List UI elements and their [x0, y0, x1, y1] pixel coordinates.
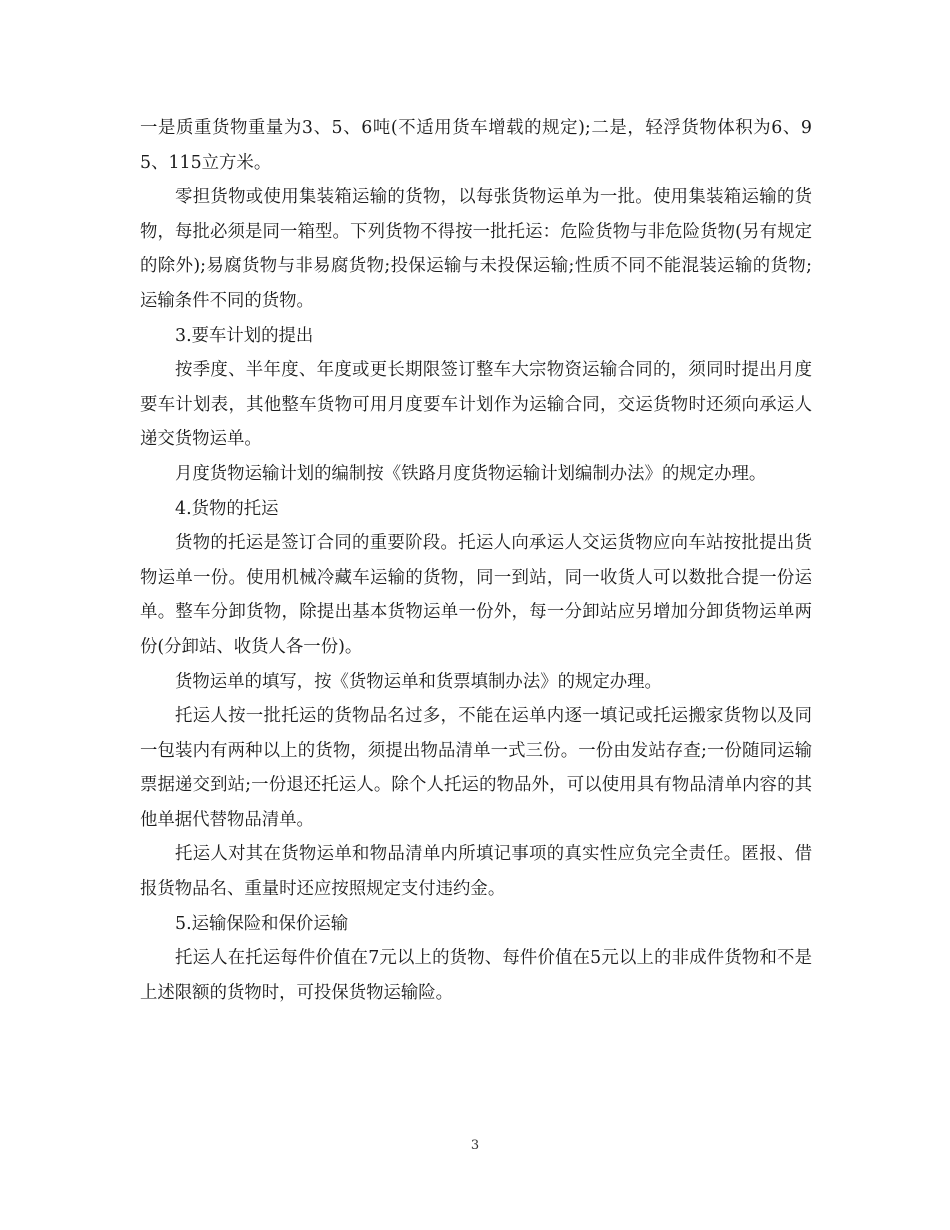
paragraph: 货物运单的填写，按《货物运单和货票填制办法》的规定办理。 [175, 671, 662, 692]
paragraph: 按季度、半年度、年度或更长期限签订整车大宗物资运输合同的，须同时提出月度要车计划表，其他整车货物可用月度要车计划作为运输合同，交运货物时还须向承运人递交货物运单。 [140, 360, 812, 450]
section-heading: 3.要车计划的提出 [175, 325, 314, 346]
document-body [140, 111, 812, 1010]
paragraph: 托运人按一批托运的货物品名过多，不能在运单内逐一填记或托运搬家货物以及同一包装内有两种以上的货物，须提出物品清单一式三份。一份由发站存查;一份随同运输票据递交到站;一份退还托运人。除个人托运的物品外，可以使用具有物品清单内容的其他单据代替物品清单。 [140, 706, 812, 830]
paragraph: 一是质重货物重量为3、5、6吨(不适用货车增载的规定);二是，轻浮货物体积为6、95、115立方米。 [140, 118, 812, 173]
paragraph: 托运人对其在货物运单和物品清单内所填记事项的真实性应负完全责任。匿报、借报货物品名、重量时还应按照规定支付违约金。 [140, 844, 812, 900]
section-heading: 4.货物的托运 [175, 498, 279, 519]
paragraph: 托运人在托运每件价值在7元以上的货物、每件价值在5元以上的非成件货物和不是上述限额的货物时，可投保货物运输险。 [140, 948, 812, 1003]
paragraph: 月度货物运输计划的编制按《铁路月度货物运输计划编制办法》的规定办理。 [175, 463, 767, 484]
paragraph: 货物的托运是签订合同的重要阶段。托运人向承运人交运货物应向车站按批提出货物运单一份。使用机械冷藏车运输的货物，同一到站，同一收货人可以数批合提一份运单。整车分卸货物，除提出基本货物运单一份外，每一分卸站应另增加分卸货物运单两份(分卸站、收货人各一份)。 [140, 533, 812, 657]
page-number: 3 [470, 1138, 480, 1153]
paragraph: 零担货物或使用集装箱运输的货物，以每张货物运单为一批。使用集装箱运输的货物，每批必须是同一箱型。下列货物不得按一批托运：危险货物与非危险货物(另有规定的除外);易腐货物与非易腐货物;投保运输与未投保运输;性质不同不能混装运输的货物;运输条件不同的货物。 [140, 187, 812, 311]
section-heading: 5.运输保险和保价运输 [175, 913, 349, 934]
